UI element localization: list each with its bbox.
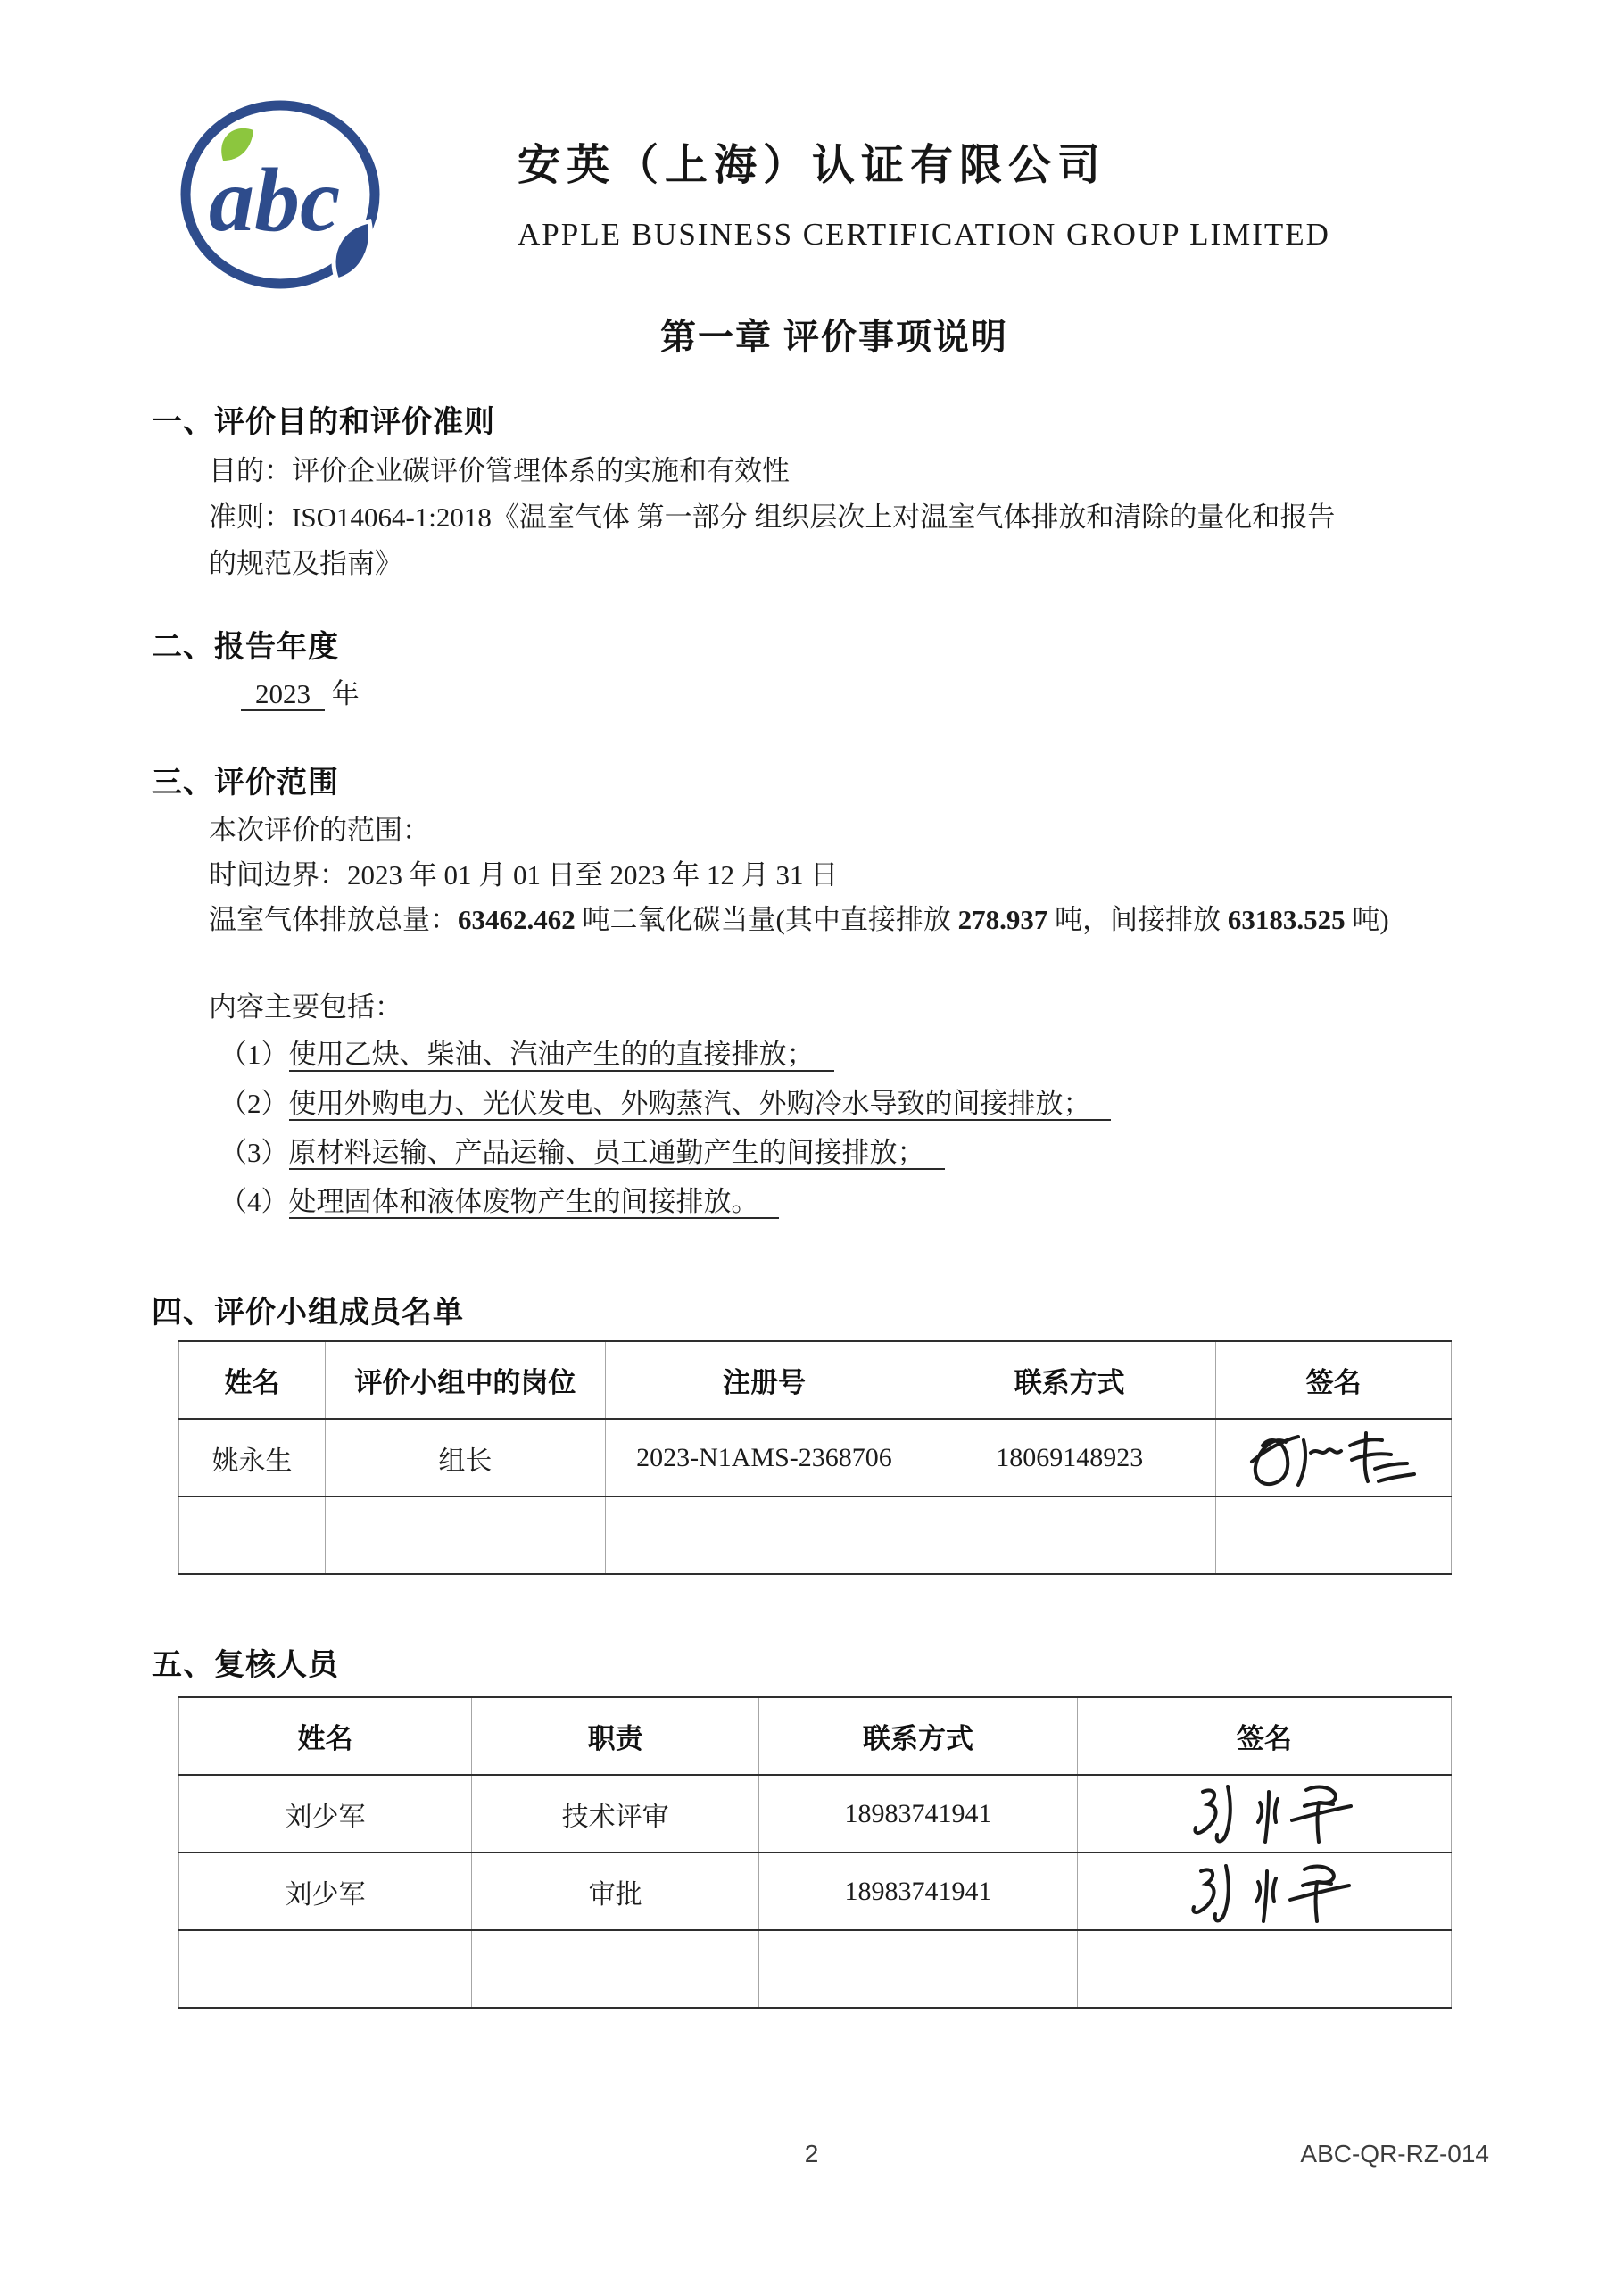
reviewer-phone: 18983741941 [759, 1775, 1078, 1853]
emission-total-line [209, 898, 1517, 942]
table-header-row [179, 1697, 1452, 1775]
logo-word: abc [209, 150, 341, 251]
member-regno [605, 1496, 923, 1574]
direct-emission-value: 278.937 [957, 904, 1048, 935]
list-item [219, 1079, 1517, 1128]
reviewer-phone: 18983741941 [759, 1853, 1078, 1930]
purpose-line: 目的：评价企业碳评价管理体系的实施和有效性 [209, 455, 790, 486]
list-item-text: 使用外购电力、光伏发电、外购蒸汽、外购冷水导致的间接排放； [289, 1088, 1111, 1121]
reviewer-phone [759, 1930, 1078, 2008]
company-logo [164, 93, 396, 296]
report-year-line [241, 671, 1517, 717]
reviewer-signature-cell [1077, 1930, 1451, 2008]
signature-liu-icon [1166, 1779, 1362, 1849]
table-row-empty [179, 1930, 1452, 2008]
member-name [179, 1496, 326, 1574]
document-header [152, 93, 1517, 296]
col-header-name: 姓名 [179, 1341, 326, 1419]
emission-mid2: 吨，间接排放 [1047, 904, 1228, 935]
table-header-row [179, 1341, 1452, 1419]
section1-heading: 一、评价目的和评价准则 [152, 405, 495, 439]
evaluation-team-table [178, 1340, 1452, 1575]
reviewer-name: 刘少军 [179, 1775, 472, 1853]
document-code: ABC-QR-RZ-014 [1300, 2140, 1489, 2168]
col-header-duty: 职责 [471, 1697, 758, 1775]
section3-heading: 三、评价范围 [152, 766, 339, 800]
reviewer-duty [471, 1930, 758, 2008]
section2-heading: 二、报告年度 [152, 630, 339, 664]
abc-logo-icon [164, 93, 396, 296]
criteria-line-2: 的规范及指南》 [209, 548, 402, 579]
list-item-text: 原材料运输、产品运输、员工通勤产生的间接排放； [289, 1137, 945, 1170]
col-header-contact: 联系方式 [923, 1341, 1216, 1419]
reviewers-table [178, 1696, 1452, 2009]
member-name: 姚永生 [179, 1419, 326, 1496]
emission-total-label: 温室气体排放总量： [209, 904, 458, 935]
member-role: 组长 [325, 1419, 605, 1496]
company-name-zh: 安英（上海）认证有限公司 [518, 142, 1107, 189]
member-signature-cell [1216, 1496, 1452, 1574]
reviewer-duty: 审批 [471, 1853, 758, 1930]
reviewer-signature-cell [1077, 1853, 1451, 1930]
section4-heading: 四、评价小组成员名单 [152, 1296, 464, 1330]
col-header-regno: 注册号 [605, 1341, 923, 1419]
table-row [179, 1775, 1452, 1853]
reviewer-name [179, 1930, 472, 2008]
report-year-value: 2023 [241, 678, 325, 711]
chapter-title: 第一章 评价事项说明 [660, 317, 1008, 357]
member-phone [923, 1496, 1216, 1574]
page-number: 2 [804, 2140, 819, 2168]
page-footer [0, 2140, 1623, 2176]
emission-unit-mid: 吨二氧化碳当量(其中直接排放 [575, 904, 958, 935]
list-item [219, 1030, 1517, 1079]
col-header-signature: 签名 [1216, 1341, 1452, 1419]
signature-yao-icon [1240, 1422, 1428, 1494]
table-row-empty [179, 1496, 1452, 1574]
col-header-name: 姓名 [179, 1697, 472, 1775]
member-regno: 2023-N1AMS-2368706 [605, 1419, 923, 1496]
indirect-emission-value: 63183.525 [1227, 904, 1346, 935]
list-item [219, 1128, 1517, 1177]
member-phone: 18069148923 [923, 1419, 1216, 1496]
scope-intro: 本次评价的范围： [209, 815, 430, 846]
col-header-signature: 签名 [1077, 1697, 1451, 1775]
list-item-number: （2） [219, 1088, 289, 1119]
table-row [179, 1419, 1452, 1496]
member-role [325, 1496, 605, 1574]
content-intro: 内容主要包括： [209, 991, 402, 1023]
list-item-text: 处理固体和液体废物产生的间接排放。 [289, 1186, 779, 1219]
section5-heading: 五、复核人员 [152, 1648, 339, 1682]
criteria-line-1: 准则：ISO14064-1:2018《温室气体 第一部分 组织层次上对温室气体排放和清除的量化和报告 [209, 501, 1336, 533]
emission-tail: 吨) [1345, 904, 1389, 935]
col-header-contact: 联系方式 [759, 1697, 1078, 1775]
company-name-en: APPLE BUSINESS CERTIFICATION GROUP LIMITED [518, 217, 1330, 252]
time-boundary: 时间边界：2023 年 01 月 01 日至 2023 年 12 月 31 日 [209, 859, 839, 891]
reviewer-duty: 技术评审 [471, 1775, 758, 1853]
list-item [219, 1177, 1517, 1226]
table-row [179, 1853, 1452, 1930]
list-item-number: （1） [219, 1039, 289, 1070]
list-item-number: （4） [219, 1186, 289, 1217]
reviewer-signature-cell [1077, 1775, 1451, 1853]
report-year-suffix: 年 [331, 678, 360, 709]
list-item-text: 使用乙炔、柴油、汽油产生的的直接排放； [289, 1039, 834, 1072]
reviewer-name: 刘少军 [179, 1853, 472, 1930]
member-signature-cell [1216, 1419, 1452, 1496]
company-titles [518, 93, 1330, 296]
list-item-number: （3） [219, 1137, 289, 1168]
emission-total-value: 63462.462 [458, 904, 576, 935]
signature-liu-icon [1166, 1857, 1362, 1927]
col-header-role: 评价小组中的岗位 [325, 1341, 605, 1419]
